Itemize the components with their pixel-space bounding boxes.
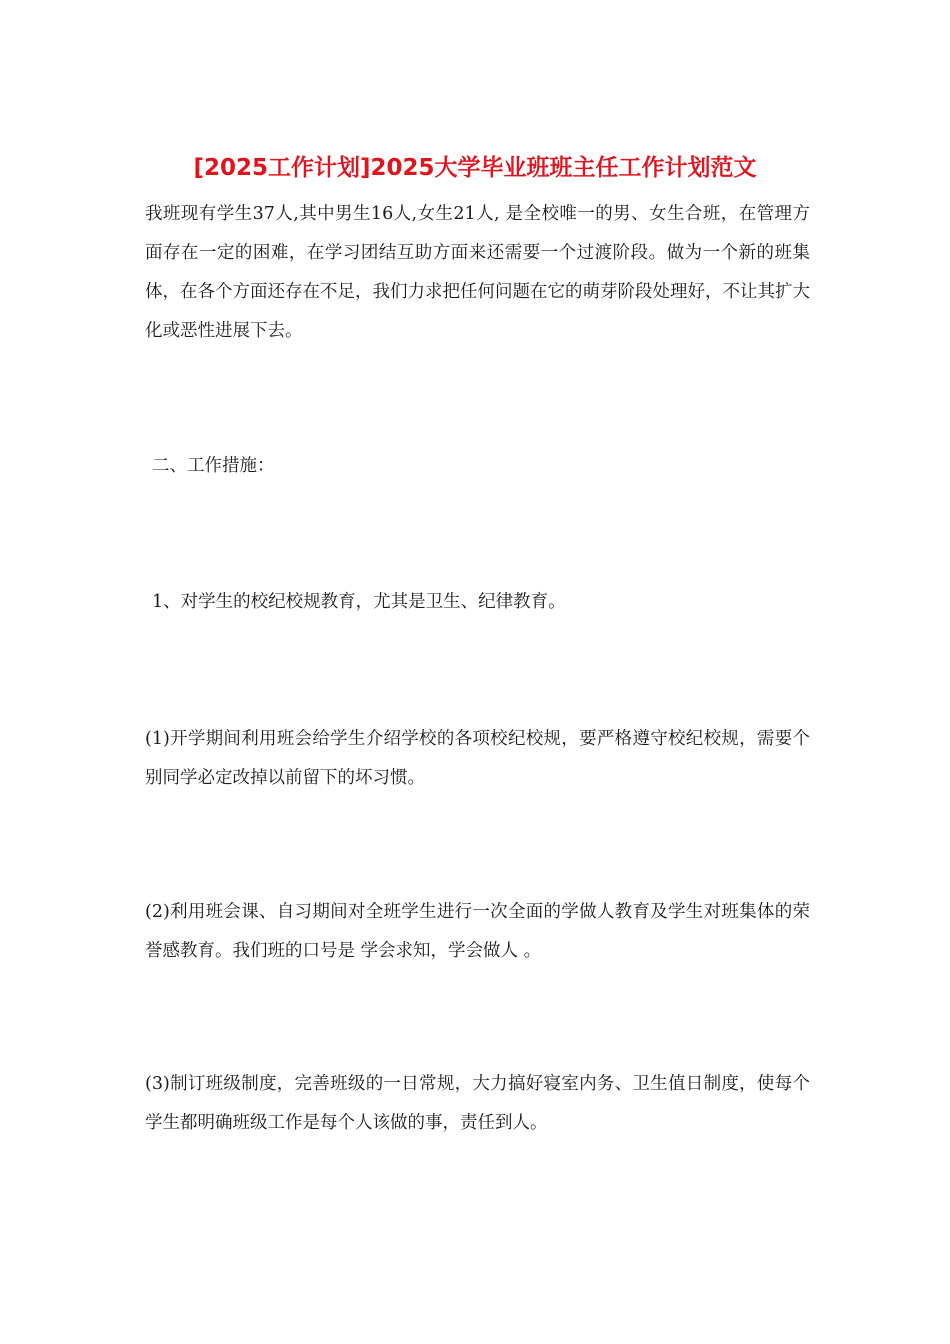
list-item-1: 1、对学生的校纪校规教育，尤其是卫生、纪律教育。 xyxy=(152,592,566,612)
sub-item-2: (2)利用班会课、自习期间对全班学生进行一次全面的学做人教育及学生对班集体的荣誉感教育。我们班的口号是 学会求知，学会做人 。 xyxy=(145,902,810,961)
sub-item-3: (3)制订班级制度，完善班级的一日常规，大力搞好寝室内务、卫生值日制度，使每个学生都明确班级工作是每个人该做的事，责任到人。 xyxy=(145,1074,810,1133)
intro-paragraph: 我班现有学生37人,其中男生16人,女生21人, 是全校唯一的男、女生合班，在管理方面存在一定的困难，在学习团结互助方面来还需要一个过渡阶段。做为一个新的班集体，在各个方面还存在不足，我们力求把任何问题在它的萌芽阶段处理好，不让其扩大化或恶性进展下去。 xyxy=(145,204,810,341)
document-title: [2025工作计划]2025大学毕业班班主任工作计划范文 xyxy=(193,155,757,181)
section-heading-measures: 二、工作措施： xyxy=(152,456,275,476)
sub-item-1: (1)开学期间利用班会给学生介绍学校的各项校纪校规，要严格遵守校纪校规，需要个别同学必定改掉以前留下的坏习惯。 xyxy=(145,729,810,788)
